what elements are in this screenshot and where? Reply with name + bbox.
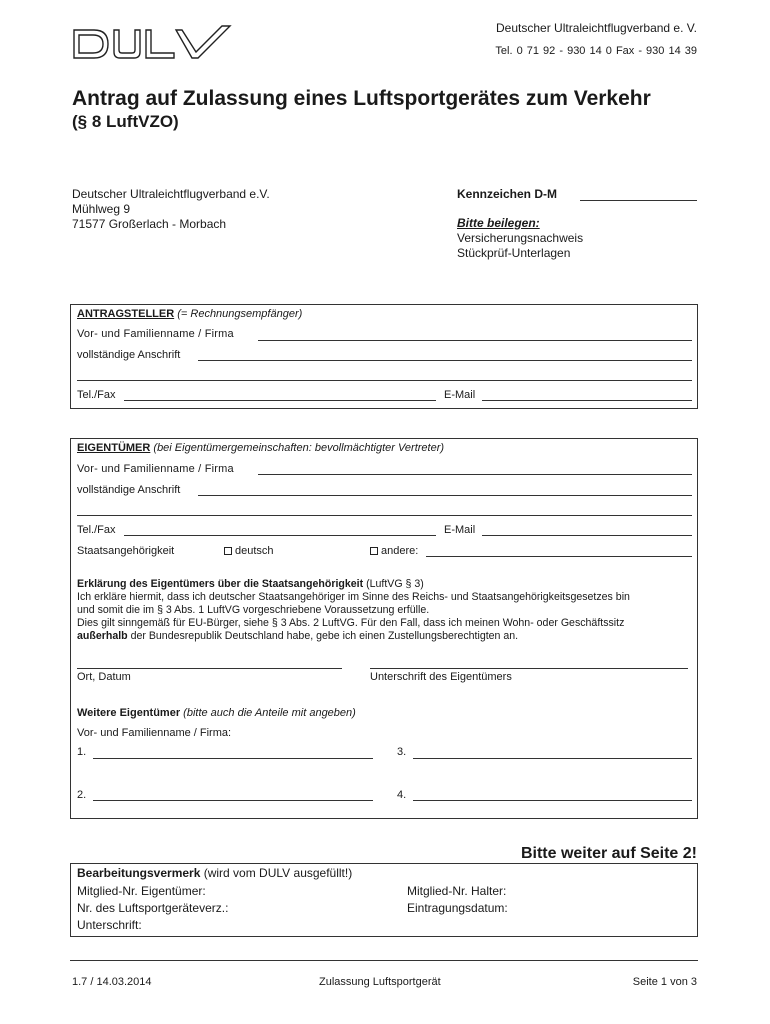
- eigentuemer-email-label: E-Mail: [444, 524, 476, 536]
- option-andere-label: andere:: [381, 545, 419, 557]
- andere-nationality-field[interactable]: [426, 556, 692, 557]
- declaration-heading-line: [77, 578, 424, 591]
- eigentuemer-tel-label: Tel./Fax: [77, 524, 116, 536]
- place-date-label: Ort, Datum: [77, 671, 131, 683]
- verzeichnis-nr-label: Nr. des Luftsportgeräteverz.:: [77, 901, 229, 915]
- dulv-logo: [72, 22, 234, 62]
- address-line-1: Deutscher Ultraleichtflugverband e.V.: [72, 187, 270, 201]
- declaration-heading: Erklärung des Eigentümers über die Staatsangehörigkeit: [77, 578, 364, 590]
- eigentuemer-tel-field[interactable]: [124, 535, 436, 536]
- antragsteller-tel-field[interactable]: [124, 400, 436, 401]
- contact-info: Tel. 0 71 92 - 930 14 0 Fax - 930 14 39: [495, 45, 697, 57]
- footer-center: Zulassung Luftsportgerät: [319, 976, 441, 988]
- declaration-line-1: Ich erkläre hiermit, dass ich deutscher Staatsangehöriger im Sinne des Reichs- und Staatsangehörigkeitsgesetzes bin: [77, 591, 630, 603]
- further-owner-3-field[interactable]: [413, 758, 692, 759]
- declaration-line-4-rest: der Bundesrepublik Deutschland habe, gebe ich einen Zustellungsberechtigten an.: [127, 630, 519, 642]
- antragsteller-address-label: vollständige Anschrift: [77, 349, 181, 361]
- option-andere[interactable]: [370, 545, 418, 557]
- kennzeichen-field[interactable]: [580, 200, 697, 201]
- further-owners-note: (bitte auch die Anteile mit angeben): [183, 707, 356, 719]
- eintragungsdatum-label: Eintragungsdatum:: [407, 901, 508, 915]
- signature-label: Unterschrift des Eigentümers: [370, 671, 512, 683]
- kennzeichen-label: Kennzeichen D-M: [457, 187, 558, 201]
- further-owners-heading: [77, 707, 356, 719]
- dulv-logo-graphic: [72, 22, 234, 62]
- further-owner-4-field[interactable]: [413, 800, 692, 801]
- footer-version: 1.7 / 14.03.2014: [72, 976, 152, 988]
- antragsteller-name-field[interactable]: [258, 340, 692, 341]
- place-date-field[interactable]: [77, 668, 342, 669]
- antragsteller-email-label: E-Mail: [444, 389, 476, 401]
- eigentuemer-email-field[interactable]: [482, 535, 692, 536]
- antragsteller-address-field[interactable]: [198, 360, 692, 361]
- address-line-3: 71577 Großerlach - Morbach: [72, 217, 227, 231]
- further-owner-1-field[interactable]: [93, 758, 373, 759]
- org-name: Deutscher Ultraleichtflugverband e. V.: [496, 21, 697, 35]
- antragsteller-heading: [77, 308, 302, 320]
- footer-page: Seite 1 von 3: [632, 976, 697, 988]
- footer-divider: [70, 960, 698, 961]
- further-owner-3-num: 3.: [397, 746, 407, 758]
- antragsteller-email-field[interactable]: [482, 400, 692, 401]
- further-owner-2-field[interactable]: [93, 800, 373, 801]
- further-owners-name-label: Vor- und Familienname / Firma:: [77, 727, 232, 739]
- declaration-line-3: Dies gilt sinngemäß für EU-Bürger, siehe § 3 Abs. 2 LuftVG. Für den Fall, dass ich meinen Wohn- oder Geschäftssitz: [77, 617, 625, 629]
- beilage-versicherung: Versicherungsnachweis: [457, 231, 584, 245]
- antragsteller-tel-label: Tel./Fax: [77, 389, 116, 401]
- signature-field[interactable]: [370, 668, 688, 669]
- bearbeitung-note: (wird vom DULV ausgefüllt!): [200, 866, 353, 880]
- option-deutsch[interactable]: [224, 545, 274, 557]
- declaration-line-4: [77, 630, 518, 643]
- nationality-label: Staatsangehörigkeit: [77, 545, 175, 557]
- eigentuemer-name-field[interactable]: [258, 474, 692, 475]
- declaration-ausserhalb: außerhalb: [77, 630, 128, 642]
- eigentuemer-title: EIGENTÜMER: [77, 442, 151, 454]
- antragsteller-address-field-2[interactable]: [77, 380, 692, 381]
- page-subtitle: (§ 8 LuftVZO): [72, 112, 179, 131]
- mitglied-halter-label: Mitglied-Nr. Halter:: [407, 884, 507, 898]
- further-owner-2-num: 2.: [77, 789, 87, 801]
- eigentuemer-address-field[interactable]: [198, 495, 692, 496]
- checkbox-deutsch[interactable]: [224, 547, 232, 555]
- bearbeitung-title: Bearbeitungsvermerk: [77, 866, 201, 880]
- mitglied-eigentuemer-label: Mitglied-Nr. Eigentümer:: [77, 884, 206, 898]
- address-line-2: Mühlweg 9: [72, 202, 131, 216]
- eigentuemer-heading: [77, 442, 444, 454]
- antragsteller-note: (= Rechnungsempfänger): [177, 308, 303, 320]
- option-deutsch-label: deutsch: [235, 545, 274, 557]
- eigentuemer-address-label: vollständige Anschrift: [77, 484, 181, 496]
- beilage-stueckpruef: Stückprüf-Unterlagen: [457, 246, 571, 260]
- continue-note: Bitte weiter auf Seite 2!: [520, 845, 697, 862]
- unterschrift-label: Unterschrift:: [77, 918, 142, 932]
- declaration-ref: (LuftVG § 3): [366, 578, 424, 590]
- antragsteller-name-label: Vor- und Familienname / Firma: [77, 328, 234, 340]
- eigentuemer-address-field-2[interactable]: [77, 515, 692, 516]
- eigentuemer-note: (bei Eigentümergemeinschaften: bevollmächtigter Vertreter): [153, 442, 445, 454]
- checkbox-andere[interactable]: [370, 547, 378, 555]
- eigentuemer-name-label: Vor- und Familienname / Firma: [77, 463, 234, 475]
- page-title: Antrag auf Zulassung eines Luftsportgerätes zum Verkehr: [72, 87, 651, 110]
- further-owner-1-num: 1.: [77, 746, 87, 758]
- bitte-beilegen-heading: Bitte beilegen:: [457, 216, 540, 230]
- antragsteller-title: ANTRAGSTELLER: [77, 308, 175, 320]
- further-owners-title: Weitere Eigentümer: [77, 707, 181, 719]
- declaration-line-2: und somit die im § 3 Abs. 1 LuftVG vorgeschriebene Voraussetzung erfülle.: [77, 604, 430, 616]
- bearbeitung-heading: [77, 866, 352, 880]
- further-owner-4-num: 4.: [397, 789, 407, 801]
